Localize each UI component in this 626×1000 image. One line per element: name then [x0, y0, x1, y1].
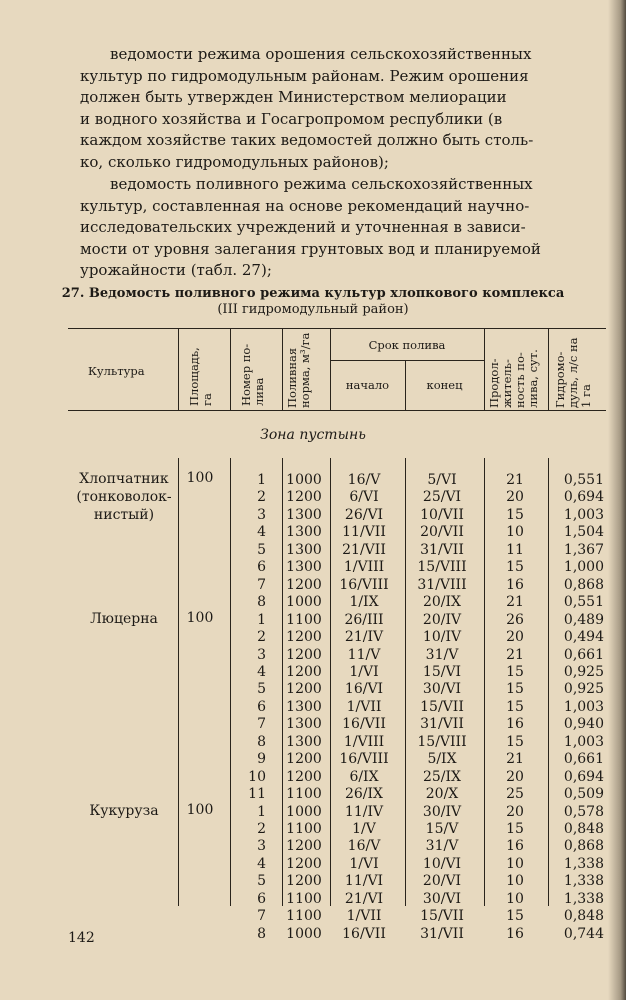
- period-end-cell: 25/VI: [422, 489, 462, 506]
- irrigation-norm-cell: 1200: [286, 489, 322, 506]
- duration-cell: 15: [506, 698, 524, 715]
- duration-cell: 11: [506, 541, 524, 558]
- period-start-cell: 26/IX: [344, 786, 384, 803]
- irrigation-norm-cell: 1200: [286, 838, 322, 855]
- table-row: [0, 908, 626, 926]
- period-end-cell: 31/V: [425, 646, 459, 663]
- period-end-cell: 31/VIII: [417, 576, 467, 593]
- header-period: Срок полива: [368, 338, 446, 352]
- table-row: [0, 559, 626, 577]
- crop-name-line: Люцерна: [90, 610, 158, 627]
- duration-cell: 16: [506, 838, 524, 855]
- crop-area: 100: [186, 801, 214, 818]
- period-start-cell: 11/V: [347, 646, 381, 663]
- period-start-cell: 1/VII: [346, 908, 382, 925]
- duration-cell: 15: [506, 663, 524, 680]
- hydromodule-cell: 0,578: [563, 803, 604, 820]
- irrigation-norm-cell: 1200: [286, 576, 322, 593]
- period-end-cell: 10/VI: [422, 855, 462, 872]
- irrigation-norm-cell: 1000: [286, 594, 322, 611]
- duration-cell: 15: [506, 506, 524, 523]
- crop-name-line: Хлопчатник: [79, 471, 169, 487]
- table-row: [0, 524, 626, 542]
- period-start-cell: 11/VI: [344, 873, 384, 890]
- irrigation-norm-cell: 1200: [286, 629, 322, 646]
- duration-cell: 20: [506, 629, 524, 646]
- irrigation-number-cell: 5: [257, 873, 266, 890]
- crop-name-line: (тонковолок-: [76, 489, 172, 505]
- irrigation-norm-cell: 1200: [286, 855, 322, 872]
- irrigation-number-cell: 1: [257, 803, 266, 820]
- irrigation-norm-cell: 1100: [286, 890, 322, 907]
- period-end-cell: 25/IX: [422, 768, 462, 785]
- table-row: [0, 873, 626, 891]
- hydromodule-cell: 0,551: [563, 594, 604, 611]
- table-row: [0, 699, 626, 717]
- irrigation-number-cell: 6: [257, 698, 266, 715]
- table-row: [0, 472, 626, 490]
- table-top-rule: [68, 328, 606, 329]
- hydromodule-cell: 1,003: [563, 733, 604, 750]
- period-end-cell: 31/VII: [420, 541, 464, 558]
- table-caption: 27. Ведомость поливного режима культур хлопкового комплекса: [61, 286, 565, 301]
- header-number: Номер по- лива: [239, 343, 266, 406]
- header-divider: [484, 328, 485, 410]
- irrigation-number-cell: 4: [257, 663, 266, 680]
- text-line: культур по гидромодульным районам. Режим орошения: [80, 66, 529, 85]
- header-area: Площадь, га: [187, 347, 214, 406]
- period-start-cell: 16/VIII: [339, 576, 389, 593]
- irrigation-norm-cell: 1200: [286, 646, 322, 663]
- text-line: каждом хозяйстве таких ведомостей должно быть столь-: [80, 131, 534, 150]
- period-end-cell: 10/VII: [420, 506, 464, 523]
- irrigation-number-cell: 2: [257, 489, 266, 506]
- text-line: культур, составленная на основе рекомендаций научно-: [80, 196, 530, 215]
- irrigation-number-cell: 11: [248, 786, 266, 803]
- hydromodule-cell: 1,000: [563, 559, 604, 576]
- text-line: ко, сколько гидромодульных районов);: [80, 152, 389, 171]
- irrigation-norm-cell: 1300: [286, 733, 322, 750]
- duration-cell: 21: [506, 646, 524, 663]
- irrigation-norm-cell: 1200: [286, 873, 322, 890]
- table-row: [0, 681, 626, 699]
- irrigation-norm-cell: 1200: [286, 751, 322, 768]
- hydromodule-cell: 1,504: [563, 524, 604, 541]
- irrigation-number-cell: 3: [257, 506, 266, 523]
- irrigation-number-cell: 8: [257, 733, 266, 750]
- hydromodule-cell: 1,338: [563, 855, 604, 872]
- crop-name-line: нистый): [93, 507, 155, 523]
- irrigation-norm-cell: 1300: [286, 716, 322, 733]
- period-start-cell: 26/VI: [344, 506, 384, 523]
- irrigation-norm-cell: 1000: [286, 472, 322, 488]
- hydromodule-cell: 0,868: [563, 838, 604, 855]
- hydromodule-cell: 0,489: [563, 611, 604, 628]
- hydromodule-cell: 0,925: [563, 681, 604, 698]
- period-start-cell: 16/V: [347, 472, 381, 488]
- irrigation-number-cell: 7: [257, 908, 266, 925]
- period-end-cell: 20/IV: [422, 611, 462, 628]
- duration-cell: 10: [506, 855, 524, 872]
- text-line: ведомость поливного режима сельскохозяйственных: [110, 175, 533, 193]
- irrigation-number-cell: 9: [257, 751, 266, 768]
- table-row: [0, 801, 626, 822]
- irrigation-number-cell: 1: [257, 611, 266, 628]
- duration-cell: 10: [506, 890, 524, 907]
- header-norm: Поливная норма, м³/га: [285, 332, 312, 408]
- header-duration: Продол- житель- ность по- лива, сут.: [487, 349, 540, 408]
- period-end-cell: 31/VII: [420, 925, 464, 942]
- period-start-cell: 21/VII: [342, 541, 386, 558]
- irrigation-number-cell: 2: [257, 629, 266, 646]
- hydromodule-cell: 0,661: [563, 751, 604, 768]
- irrigation-norm-cell: 1100: [286, 908, 322, 925]
- text-line: урожайности (табл. 27);: [80, 261, 272, 280]
- irrigation-number-cell: 6: [257, 890, 266, 907]
- irrigation-number-cell: 7: [257, 576, 266, 593]
- hydromodule-cell: 0,868: [563, 576, 604, 593]
- irrigation-norm-cell: 1300: [286, 506, 322, 523]
- crop-area: 100: [186, 470, 214, 486]
- period-end-cell: 20/X: [425, 786, 459, 803]
- period-start-cell: 21/VI: [344, 890, 384, 907]
- table-row: [0, 734, 626, 752]
- duration-cell: 20: [506, 768, 524, 785]
- duration-cell: 16: [506, 576, 524, 593]
- hydromodule-cell: 0,661: [563, 646, 604, 663]
- hydromodule-cell: 0,940: [563, 716, 604, 733]
- duration-cell: 20: [506, 489, 524, 506]
- period-end-cell: 15/V: [425, 821, 459, 837]
- period-end-cell: 10/IV: [422, 629, 462, 646]
- hydromodule-cell: 0,494: [563, 629, 604, 646]
- irrigation-number-cell: 4: [257, 524, 266, 541]
- period-end-cell: 30/VI: [422, 890, 462, 907]
- duration-cell: 15: [506, 681, 524, 698]
- header-crop: Культура: [88, 364, 145, 378]
- header-divider: [548, 328, 549, 410]
- period-end-cell: 31/VII: [420, 716, 464, 733]
- table-row: [0, 609, 626, 630]
- hydromodule-cell: 0,694: [563, 768, 604, 785]
- period-start-cell: 1/VII: [346, 698, 382, 715]
- text-line: мости от уровня залегания грунтовых вод и планируемой: [80, 239, 541, 258]
- text-line: и водного хозяйства и Госагропромом республики (в: [80, 109, 503, 128]
- period-start-cell: 6/IX: [349, 768, 379, 785]
- irrigation-number-cell: 7: [257, 716, 266, 733]
- crop-name-line: Кукуруза: [89, 802, 159, 819]
- hydromodule-cell: 0,509: [563, 786, 604, 803]
- irrigation-number-cell: 3: [257, 646, 266, 663]
- period-start-cell: 11/VII: [342, 524, 386, 541]
- duration-cell: 15: [506, 821, 524, 837]
- irrigation-norm-cell: 1300: [286, 698, 322, 715]
- table-header-bottom-rule: [68, 410, 606, 411]
- irrigation-norm-cell: 1100: [286, 786, 322, 803]
- irrigation-number-cell: 8: [257, 594, 266, 611]
- hydromodule-cell: 1,367: [563, 541, 604, 558]
- period-start-cell: 1/VI: [349, 663, 379, 680]
- zone-title: Зона пустынь: [260, 427, 366, 443]
- hydromodule-cell: 0,925: [563, 663, 604, 680]
- period-start-cell: 1/VIII: [343, 733, 385, 750]
- irrigation-number-cell: 2: [257, 821, 266, 837]
- table-row: [0, 769, 626, 787]
- second-paragraph: [80, 174, 606, 282]
- table-row: [0, 542, 626, 560]
- irrigation-number-cell: 3: [257, 838, 266, 855]
- intro-paragraph: [80, 44, 606, 174]
- text-line: исследовательских учреждений и уточненная в зависи-: [80, 218, 526, 237]
- period-end-cell: 15/VIII: [417, 559, 467, 576]
- period-start-cell: 1/IX: [349, 594, 379, 611]
- hydromodule-cell: 0,744: [563, 925, 604, 942]
- duration-cell: 10: [506, 873, 524, 890]
- duration-cell: 10: [506, 524, 524, 541]
- page-number: 142: [68, 930, 95, 946]
- irrigation-norm-cell: 1200: [286, 768, 322, 785]
- crop-area: 100: [186, 609, 214, 626]
- irrigation-norm-cell: 1200: [286, 663, 322, 680]
- period-subrule: [330, 360, 484, 361]
- period-end-cell: 20/IX: [422, 594, 462, 611]
- period-end-cell: 15/VII: [420, 698, 464, 715]
- period-start-cell: 21/IV: [344, 629, 384, 646]
- period-end-cell: 30/VI: [422, 681, 462, 698]
- period-start-cell: 11/IV: [344, 803, 384, 820]
- table-row: [0, 716, 626, 734]
- period-start-cell: 16/V: [347, 838, 381, 855]
- table-row: [0, 856, 626, 874]
- duration-cell: 25: [506, 786, 524, 803]
- table-row: [0, 629, 626, 647]
- duration-cell: 16: [506, 925, 524, 942]
- period-end-cell: 5/VI: [427, 472, 457, 488]
- header-divider: [230, 328, 231, 410]
- hydromodule-cell: 1,003: [563, 698, 604, 715]
- irrigation-norm-cell: 1300: [286, 541, 322, 558]
- hydromodule-cell: 0,848: [563, 821, 604, 837]
- header-divider: [178, 328, 179, 410]
- period-start-cell: 16/VI: [344, 681, 384, 698]
- header-divider: [282, 328, 283, 410]
- table-row: [0, 577, 626, 595]
- period-end-cell: 31/V: [425, 838, 459, 855]
- duration-cell: 16: [506, 716, 524, 733]
- irrigation-norm-cell: 1100: [286, 821, 322, 837]
- table-subcaption: (III гидромодульный район): [217, 302, 409, 317]
- period-end-cell: 15/VI: [422, 663, 462, 680]
- period-end-cell: 20/VII: [420, 524, 464, 541]
- table-row: [0, 507, 626, 525]
- period-start-cell: 6/VI: [349, 489, 379, 506]
- period-end-cell: 20/VI: [422, 873, 462, 890]
- period-end-cell: 30/IV: [422, 803, 462, 820]
- hydromodule-cell: 1,338: [563, 890, 604, 907]
- period-start-cell: 1/VI: [349, 855, 379, 872]
- irrigation-norm-cell: 1000: [286, 803, 322, 820]
- period-start-cell: 16/VII: [342, 716, 386, 733]
- irrigation-number-cell: 8: [257, 925, 266, 942]
- duration-cell: 15: [506, 733, 524, 750]
- irrigation-number-cell: 1: [257, 472, 266, 488]
- hydromodule-cell: 1,338: [563, 873, 604, 890]
- duration-cell: 21: [506, 472, 524, 488]
- period-start-cell: 1/V: [352, 821, 376, 837]
- irrigation-number-cell: 10: [248, 768, 266, 785]
- period-start-cell: 16/VIII: [339, 751, 389, 768]
- period-end-cell: 5/IX: [427, 751, 457, 768]
- hydromodule-cell: 0,848: [563, 908, 604, 925]
- duration-cell: 15: [506, 908, 524, 925]
- duration-cell: 21: [506, 751, 524, 768]
- header-start: начало: [345, 378, 390, 392]
- irrigation-number-cell: 5: [257, 681, 266, 698]
- table-row: [0, 821, 626, 839]
- period-start-cell: 16/VII: [342, 925, 386, 942]
- table-row: [0, 891, 626, 909]
- text-line: должен быть утвержден Министерством мелиорации: [80, 88, 507, 107]
- duration-cell: 26: [506, 611, 524, 628]
- table-row: [0, 489, 626, 507]
- period-end-cell: 15/VII: [420, 908, 464, 925]
- irrigation-number-cell: 5: [257, 541, 266, 558]
- irrigation-norm-cell: 1100: [286, 611, 322, 628]
- hydromodule-cell: 0,551: [563, 472, 604, 488]
- table-row: [0, 751, 626, 769]
- duration-cell: 15: [506, 559, 524, 576]
- irrigation-norm-cell: 1300: [286, 524, 322, 541]
- hydromodule-cell: 0,694: [563, 489, 604, 506]
- duration-cell: 20: [506, 803, 524, 820]
- irrigation-norm-cell: 1200: [286, 681, 322, 698]
- period-start-cell: 26/III: [344, 611, 384, 628]
- irrigation-number-cell: 4: [257, 855, 266, 872]
- table-row: [0, 664, 626, 682]
- text-line: ведомости режима орошения сельскохозяйственных: [110, 45, 532, 63]
- table-row: [0, 838, 626, 856]
- hydromodule-cell: 1,003: [563, 506, 604, 523]
- period-end-cell: 15/VIII: [417, 733, 467, 750]
- irrigation-norm-cell: 1300: [286, 559, 322, 576]
- header-end: конец: [426, 378, 463, 392]
- irrigation-norm-cell: 1000: [286, 925, 322, 942]
- header-hydromodule: Гидромо- дуль, л/с на 1 га: [553, 337, 593, 408]
- duration-cell: 21: [506, 594, 524, 611]
- table-row: [0, 647, 626, 665]
- irrigation-number-cell: 6: [257, 559, 266, 576]
- period-start-cell: 1/VIII: [343, 559, 385, 576]
